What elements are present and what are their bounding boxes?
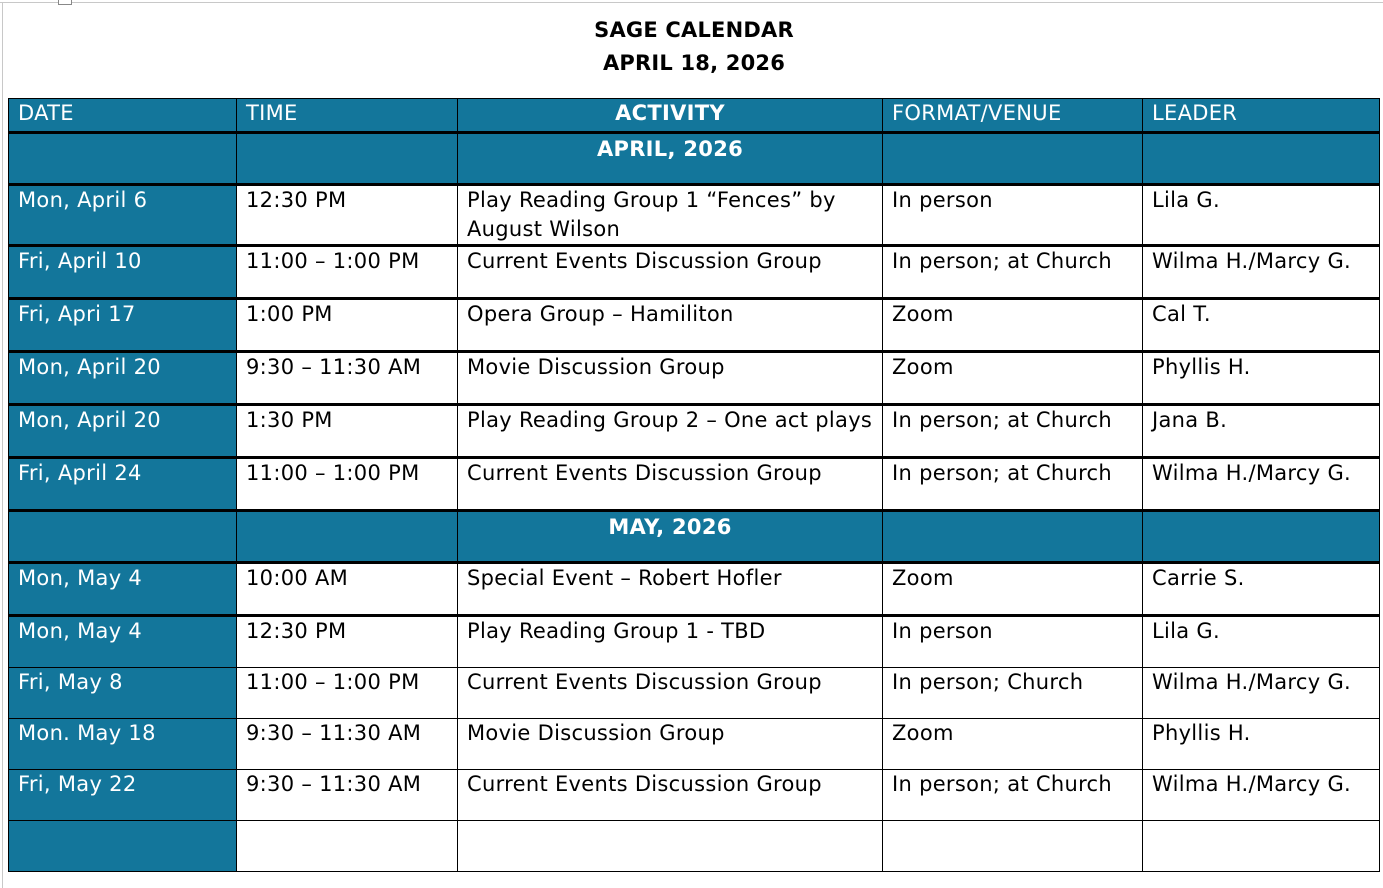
date-cell: Fri, May 22 (9, 770, 237, 821)
table-row (9, 405, 1380, 458)
date-cell: Mon, April 6 (9, 185, 237, 246)
date-cell: Mon, April 20 (9, 352, 237, 405)
section-empty-cell (237, 511, 458, 563)
table-row (9, 821, 1380, 872)
table-row (9, 719, 1380, 770)
leader-cell: Carrie S. (1143, 563, 1380, 616)
date-cell: Mon, May 4 (9, 616, 237, 668)
section-empty-cell (883, 511, 1143, 563)
table-row (9, 616, 1380, 668)
time-cell: 9:30 – 11:30 AM (237, 719, 458, 770)
document-title: SAGE CALENDAR (594, 18, 794, 42)
month-section-header (9, 133, 1380, 185)
date-cell: Fri, May 8 (9, 668, 237, 719)
activity-cell: Current Events Discussion Group (458, 458, 883, 511)
date-cell: Fri, April 10 (9, 246, 237, 299)
page-top-border (0, 2, 1383, 3)
format-venue-cell: In person; at Church (883, 770, 1143, 821)
leader-cell: Cal T. (1143, 299, 1380, 352)
activity-cell (458, 821, 883, 872)
date-cell: Fri, Apri 17 (9, 299, 237, 352)
activity-cell: Opera Group – Hamiliton (458, 299, 883, 352)
date-cell: Fri, April 24 (9, 458, 237, 511)
time-cell: 11:00 – 1:00 PM (237, 246, 458, 299)
time-cell (237, 821, 458, 872)
leader-cell: Jana B. (1143, 405, 1380, 458)
time-cell: 9:30 – 11:30 AM (237, 352, 458, 405)
activity-cell: Current Events Discussion Group (458, 246, 883, 299)
date-cell: Mon, May 4 (9, 563, 237, 616)
section-empty-cell (1143, 511, 1380, 563)
table-row (9, 563, 1380, 616)
activity-cell: Movie Discussion Group (458, 352, 883, 405)
activity-cell: Current Events Discussion Group (458, 770, 883, 821)
section-empty-cell (9, 133, 237, 185)
date-cell: Mon, April 20 (9, 405, 237, 458)
time-cell: 11:00 – 1:00 PM (237, 668, 458, 719)
section-empty-cell (1143, 133, 1380, 185)
calendar-table (8, 98, 1380, 872)
month-label: MAY, 2026 (458, 511, 883, 563)
leader-cell (1143, 821, 1380, 872)
format-venue-cell: In person; Church (883, 668, 1143, 719)
column-header-date: DATE (9, 99, 237, 133)
activity-cell: Special Event – Robert Hofler (458, 563, 883, 616)
format-venue-cell (883, 821, 1143, 872)
document-date: APRIL 18, 2026 (602, 51, 786, 75)
format-venue-cell: Zoom (883, 719, 1143, 770)
format-venue-cell: Zoom (883, 563, 1143, 616)
time-cell: 1:30 PM (237, 405, 458, 458)
activity-cell: Play Reading Group 2 – One act plays (458, 405, 883, 458)
time-cell: 9:30 – 11:30 AM (237, 770, 458, 821)
activity-cell: Current Events Discussion Group (458, 668, 883, 719)
table-row (9, 458, 1380, 511)
column-header-leader: LEADER (1143, 99, 1380, 133)
leader-cell: Wilma H./Marcy G. (1143, 458, 1380, 511)
column-header-activity: ACTIVITY (458, 99, 883, 133)
table-row (9, 770, 1380, 821)
format-venue-cell: In person; at Church (883, 458, 1143, 511)
column-header-time: TIME (237, 99, 458, 133)
column-header-format-venue: FORMAT/VENUE (883, 99, 1143, 133)
month-section-header (9, 511, 1380, 563)
activity-cell: Movie Discussion Group (458, 719, 883, 770)
page-left-border (2, 2, 3, 888)
section-empty-cell (883, 133, 1143, 185)
table-row (9, 668, 1380, 719)
section-empty-cell (9, 511, 237, 563)
leader-cell: Lila G. (1143, 616, 1380, 668)
table-header-row (9, 99, 1380, 133)
time-cell: 11:00 – 1:00 PM (237, 458, 458, 511)
time-cell: 12:30 PM (237, 616, 458, 668)
leader-cell: Lila G. (1143, 185, 1380, 246)
leader-cell: Phyllis H. (1143, 352, 1380, 405)
table-row (9, 185, 1380, 246)
leader-cell: Phyllis H. (1143, 719, 1380, 770)
format-venue-cell: Zoom (883, 352, 1143, 405)
format-venue-cell: In person (883, 185, 1143, 246)
table-row (9, 299, 1380, 352)
activity-cell: Play Reading Group 1 - TBD (458, 616, 883, 668)
month-label: APRIL, 2026 (458, 133, 883, 185)
date-cell (9, 821, 237, 872)
activity-cell: Play Reading Group 1 “Fences” by August Wilson (458, 185, 883, 246)
leader-cell: Wilma H./Marcy G. (1143, 770, 1380, 821)
section-empty-cell (237, 133, 458, 185)
table-body (9, 133, 1380, 872)
leader-cell: Wilma H./Marcy G. (1143, 668, 1380, 719)
format-venue-cell: In person (883, 616, 1143, 668)
time-cell: 12:30 PM (237, 185, 458, 246)
table-row (9, 246, 1380, 299)
date-cell: Mon. May 18 (9, 719, 237, 770)
time-cell: 1:00 PM (237, 299, 458, 352)
format-venue-cell: In person; at Church (883, 246, 1143, 299)
leader-cell: Wilma H./Marcy G. (1143, 246, 1380, 299)
format-venue-cell: In person; at Church (883, 405, 1143, 458)
table-move-handle[interactable] (58, 0, 72, 5)
table-row (9, 352, 1380, 405)
time-cell: 10:00 AM (237, 563, 458, 616)
format-venue-cell: Zoom (883, 299, 1143, 352)
